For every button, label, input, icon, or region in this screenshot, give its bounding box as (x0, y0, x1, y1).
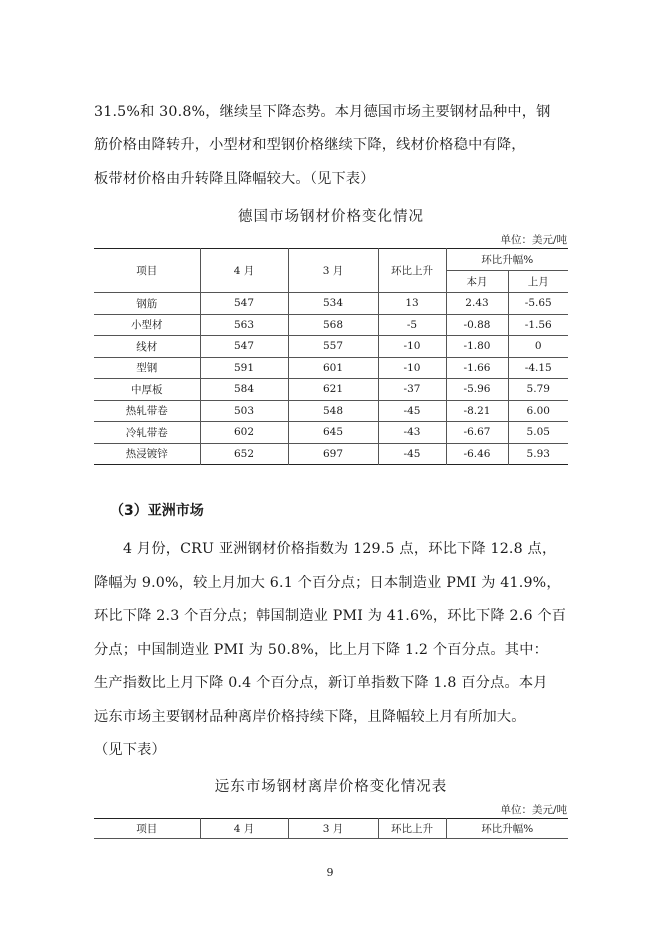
cell-change: 13 (378, 293, 446, 315)
cell-pct-last: -4.15 (508, 357, 568, 379)
table-row (94, 379, 568, 401)
cell-april: 563 (200, 314, 288, 336)
cell-change: -5 (378, 314, 446, 336)
cell-change: -10 (378, 357, 446, 379)
asia-line-6: 远东市场主要钢材品种离岸价格持续下降，且降幅较上月有所加大。 (94, 709, 526, 725)
asia-line-2: 降幅为 9.0%，较上月加大 6.1 个百分点；日本制造业 PMI 为 41.9%， (94, 575, 561, 591)
cell-pct-last: -5.65 (508, 293, 568, 315)
cell-march: 621 (288, 379, 378, 401)
cell-pct-last: 6.00 (508, 400, 568, 422)
cell-april: 547 (200, 336, 288, 358)
t2-header-mom-change: 环比上升 (378, 819, 446, 839)
cell-pct-last: 0 (508, 336, 568, 358)
header-march: 3 月 (288, 249, 378, 293)
cell-pct-last: 5.93 (508, 443, 568, 465)
table-row (94, 336, 568, 358)
t2-header-mom-pct: 环比升幅% (446, 819, 568, 839)
table1-unit: 单位：美元/吨 (500, 234, 567, 246)
asia-line-1: 4 月份，CRU 亚洲钢材价格指数为 129.5 点，环比下降 12.8 点， (123, 541, 557, 557)
cell-item: 冷轧带卷 (94, 422, 200, 444)
cell-item: 型钢 (94, 357, 200, 379)
cell-april: 602 (200, 422, 288, 444)
table-row (94, 357, 568, 379)
cell-pct-this: -0.88 (446, 314, 508, 336)
cell-march: 557 (288, 336, 378, 358)
table2-unit: 单位：美元/吨 (500, 804, 567, 816)
cell-item: 线材 (94, 336, 200, 358)
header-this-month: 本月 (446, 271, 508, 293)
cell-pct-this: -8.21 (446, 400, 508, 422)
cell-item: 热浸镀锌 (125, 448, 168, 461)
cell-march: 601 (288, 357, 378, 379)
cell-change: -43 (378, 422, 446, 444)
cell-change: -45 (378, 400, 446, 422)
cell-pct-last: 5.05 (508, 422, 568, 444)
asia-line-4: 分点；中国制造业 PMI 为 50.8%，比上月下降 1.2 个百分点。其中： (94, 642, 548, 658)
cell-april: 652 (200, 443, 288, 465)
cell-pct-this: -6.67 (446, 422, 508, 444)
header-mom-change: 环比上升 (378, 249, 446, 293)
asia-line-5: 生产指数比上月下降 0.4 个百分点，新订单指数下降 1.8 百分点。本月 (94, 675, 548, 691)
cell-pct-this: 2.43 (446, 293, 508, 315)
cell-march: 548 (288, 400, 378, 422)
cell-item: 热轧带卷 (94, 400, 200, 422)
cell-item: 中厚板 (94, 379, 200, 401)
table1-title: 德国市场钢材价格变化情况 (238, 209, 424, 225)
t2-header-april: 4 月 (200, 819, 288, 839)
asia-line-7: （见下表） (94, 742, 166, 758)
table-row (94, 293, 568, 315)
header-last-month: 上月 (508, 271, 568, 293)
header-mom-pct: 环比升幅% (446, 249, 568, 271)
cell-march: 697 (288, 443, 378, 465)
cell-change: -45 (378, 443, 446, 465)
table-row (94, 314, 568, 336)
table-row (94, 422, 568, 444)
cell-pct-this: -1.80 (446, 336, 508, 358)
table2-title: 远东市场钢材离岸价格变化情况表 (214, 779, 448, 795)
germany-table-body (94, 293, 568, 465)
cell-march: 645 (288, 422, 378, 444)
intro-line-3: 板带材价格由升转降且降幅较大。（见下表） (94, 171, 375, 187)
cell-pct-this: -5.96 (446, 379, 508, 401)
header-item: 项目 (94, 249, 200, 293)
fareast-price-table (94, 818, 568, 839)
cell-item: 钢筋 (94, 293, 200, 315)
germany-price-table (94, 248, 568, 465)
table-row (94, 443, 568, 465)
cell-pct-last: 5.79 (508, 379, 568, 401)
table-row (94, 400, 568, 422)
cell-pct-this: -6.46 (446, 443, 508, 465)
t2-header-march: 3 月 (288, 819, 378, 839)
cell-march: 534 (288, 293, 378, 315)
cell-pct-last: -1.56 (508, 314, 568, 336)
cell-april: 584 (200, 379, 288, 401)
cell-march: 568 (288, 314, 378, 336)
cell-april: 591 (200, 357, 288, 379)
cell-april: 503 (200, 400, 288, 422)
section-heading-asia: （3）亚洲市场 (110, 503, 204, 519)
cell-item: 小型材 (94, 314, 200, 336)
intro-line-1: 31.5%和 30.8%，继续呈下降态势。本月德国市场主要钢材品种中，钢 (94, 104, 551, 120)
intro-line-2: 筋价格由降转升，小型材和型钢价格继续下降，线材价格稳中有降， (94, 137, 526, 153)
page-number: 9 (326, 866, 334, 879)
cell-change: -10 (378, 336, 446, 358)
asia-line-3: 环比下降 2.3 个百分点；韩国制造业 PMI 为 41.6%，环比下降 2.6 个百 (94, 608, 567, 624)
t2-header-item: 项目 (136, 823, 158, 835)
cell-change: -37 (378, 379, 446, 401)
cell-april: 547 (200, 293, 288, 315)
cell-pct-this: -1.66 (446, 357, 508, 379)
header-april: 4 月 (200, 249, 288, 293)
